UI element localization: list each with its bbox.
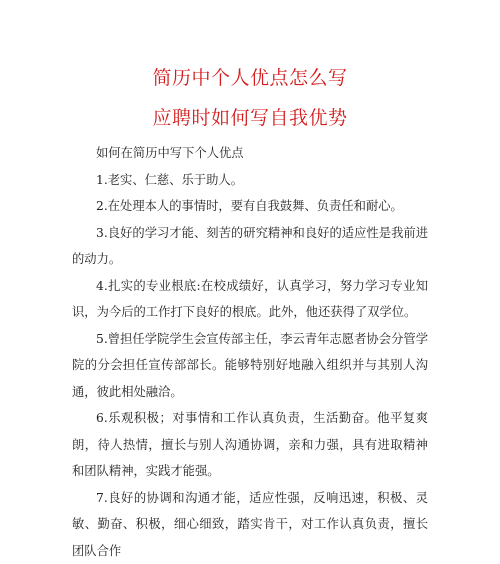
list-item: 1.老实、仁慈、乐于助人。 xyxy=(72,167,428,194)
page-subtitle: 应聘时如何写自我优势 xyxy=(0,106,500,130)
page-title: 简历中个人优点怎么写 xyxy=(0,66,500,90)
list-item: 7.良好的协调和沟通才能，适应性强，反响迅速，积极、灵敏、勤奋、积极，细心细致，踏实肯干，对工作认真负责，擅长团队合作 xyxy=(72,485,428,564)
list-item: 4.扎实的专业根底:在校成绩好，认真学习，努力学习专业知识，为今后的工作打下良好的根底。此外，他还获得了双学位。 xyxy=(72,273,428,326)
list-item: 3.良好的学习才能、刻苦的研究精神和良好的适应性是我前进的动力。 xyxy=(72,220,428,273)
list-item: 5.曾担任学院学生会宣传部主任，李云青年志愿者协会分管学院的分会担任宣传部部长。能够特别好地融入组织并与其别人沟通，彼此相处融洽。 xyxy=(72,326,428,406)
list-item: 2.在处理本人的事情时，要有自我鼓舞、负责任和耐心。 xyxy=(72,193,428,220)
list-item: 6.乐观积极；对事情和工作认真负责，生活勤奋。他平复爽朗，待人热情，擅长与别人沟通协调，亲和力强，具有进取精神和团队精神，实践才能强。 xyxy=(72,405,428,485)
document-body xyxy=(72,140,428,564)
intro-paragraph: 如何在简历中写下个人优点 xyxy=(72,140,428,167)
